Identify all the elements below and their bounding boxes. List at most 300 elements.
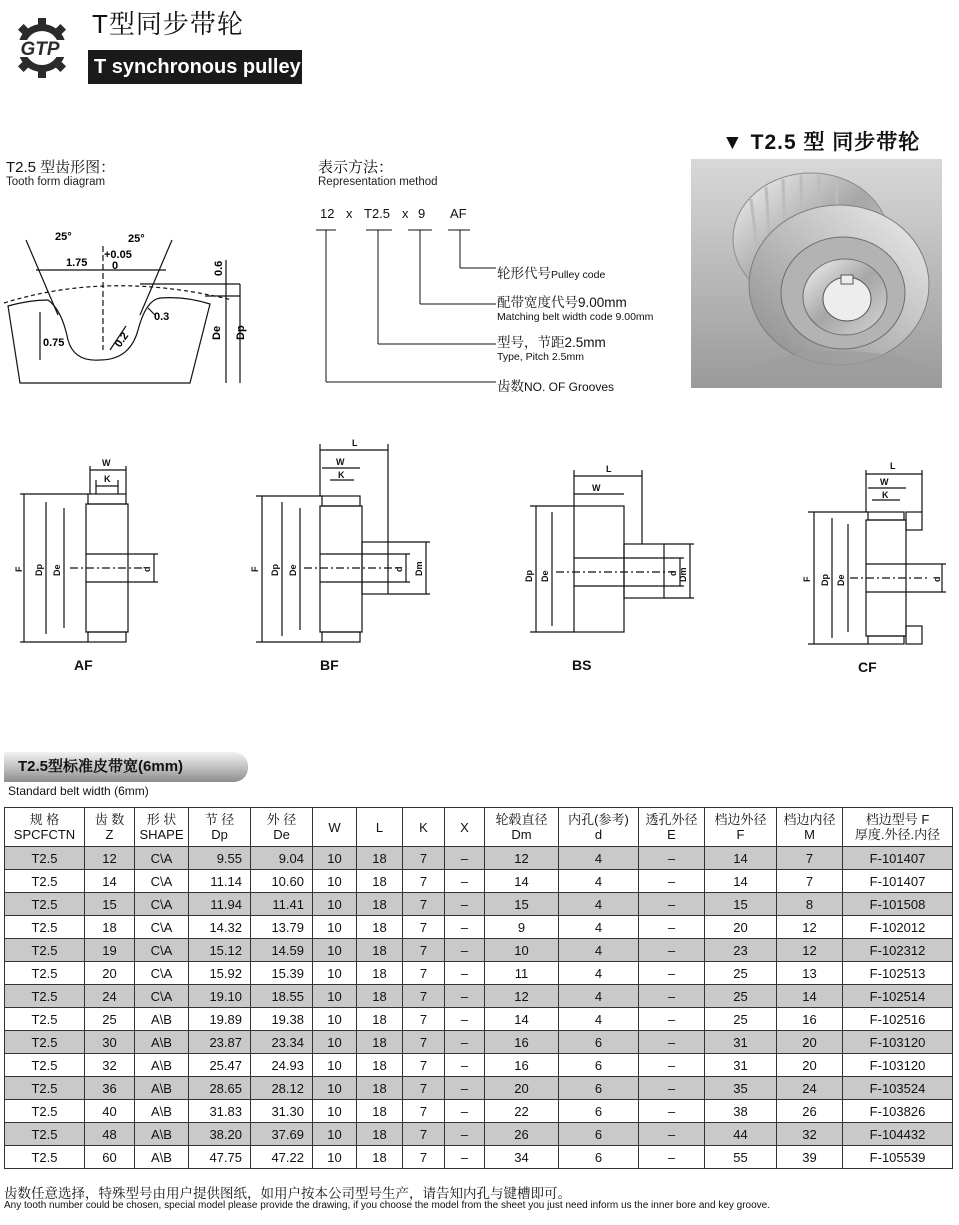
table-cell: – <box>445 1054 485 1077</box>
table-row <box>5 847 953 870</box>
table-cell: – <box>445 1077 485 1100</box>
table-cell: 39 <box>777 1146 843 1169</box>
shape-diagrams <box>0 436 959 686</box>
shape-cf-drawing <box>808 470 946 644</box>
table-cell: 7 <box>403 1008 445 1031</box>
column-header <box>85 808 135 847</box>
column-header <box>777 808 843 847</box>
table-cell: – <box>639 847 705 870</box>
table-cell: 14 <box>777 985 843 1008</box>
table-cell: 10 <box>313 1146 357 1169</box>
column-header-en: K <box>419 819 428 835</box>
table-cell: – <box>639 870 705 893</box>
gtp-logo <box>4 16 76 80</box>
table-cell: 18 <box>357 939 403 962</box>
tooth-form-diagram <box>0 200 270 395</box>
table-cell: 18 <box>357 916 403 939</box>
table-cell: A\B <box>135 1146 189 1169</box>
shape-label-bs: BS <box>572 657 592 673</box>
table-cell: 11.94 <box>189 893 251 916</box>
column-header-cn: 档边内径 <box>783 812 836 827</box>
table-cell: 6 <box>559 1146 639 1169</box>
column-header-en: d <box>594 827 603 842</box>
angle-left: 25° <box>55 231 72 243</box>
table-cell: 12 <box>85 847 135 870</box>
table-cell: 32 <box>777 1123 843 1146</box>
table-cell: 7 <box>403 1123 445 1146</box>
table-row <box>5 985 953 1008</box>
tolerance-top: +0.05 <box>104 249 132 261</box>
column-header <box>485 808 559 847</box>
bs-dp: Dp <box>524 570 534 582</box>
table-section-title: T2.5型标准皮带宽(6mm) <box>4 752 248 782</box>
table-cell: T2.5 <box>5 939 85 962</box>
table-cell: 7 <box>403 847 445 870</box>
table-cell: 26 <box>777 1100 843 1123</box>
table-cell: 13 <box>777 962 843 985</box>
rep-item-belt-width <box>497 291 653 323</box>
column-header <box>445 808 485 847</box>
table-cell: 31 <box>705 1031 777 1054</box>
code-teeth: 12 <box>320 206 335 221</box>
table-cell: 31.83 <box>189 1100 251 1123</box>
table-cell: 28.65 <box>189 1077 251 1100</box>
table-cell: – <box>445 1123 485 1146</box>
table-cell: 30 <box>85 1031 135 1054</box>
code-type: T2.5 <box>364 206 391 221</box>
table-cell: T2.5 <box>5 1008 85 1031</box>
table-cell: 14.32 <box>189 916 251 939</box>
table-cell: 4 <box>559 893 639 916</box>
table-cell: 10 <box>313 1008 357 1031</box>
table-cell: C\A <box>135 916 189 939</box>
table-cell: 10 <box>313 847 357 870</box>
table-cell: 18 <box>357 870 403 893</box>
table-cell: 19.10 <box>189 985 251 1008</box>
shape-af-drawing <box>20 466 158 642</box>
table-cell: 20 <box>485 1077 559 1100</box>
table-cell: 11 <box>485 962 559 985</box>
code-x2: x <box>402 206 409 221</box>
table-cell: 10 <box>313 985 357 1008</box>
table-cell: 47.22 <box>251 1146 313 1169</box>
shape-label-cf: CF <box>858 659 877 675</box>
table-cell: – <box>639 1008 705 1031</box>
table-cell: 10 <box>313 1123 357 1146</box>
table-cell: 7 <box>403 1100 445 1123</box>
table-cell: 7 <box>403 962 445 985</box>
table-cell: 40 <box>85 1100 135 1123</box>
table-cell: 38 <box>705 1100 777 1123</box>
table-cell: 16 <box>485 1031 559 1054</box>
column-header <box>5 808 85 847</box>
bs-d: d <box>668 570 678 576</box>
table-cell: – <box>445 870 485 893</box>
table-cell: 18.55 <box>251 985 313 1008</box>
label-dp: Dp <box>235 325 247 340</box>
table-cell: 7 <box>777 870 843 893</box>
table-cell: 19.89 <box>189 1008 251 1031</box>
table-cell: – <box>639 985 705 1008</box>
bs-l: L <box>606 464 612 474</box>
table-cell: F-102516 <box>843 1008 953 1031</box>
table-cell: 28.12 <box>251 1077 313 1100</box>
table-cell: 12 <box>485 985 559 1008</box>
table-cell: F-101508 <box>843 893 953 916</box>
cf-d: d <box>932 576 942 582</box>
table-cell: – <box>445 893 485 916</box>
code-width: 9 <box>418 206 426 221</box>
table-cell: T2.5 <box>5 1031 85 1054</box>
table-cell: 7 <box>403 1031 445 1054</box>
table-cell: T2.5 <box>5 985 85 1008</box>
table-cell: 47.75 <box>189 1146 251 1169</box>
column-header-en: F <box>736 827 745 842</box>
table-row <box>5 1123 953 1146</box>
table-cell: 34 <box>485 1146 559 1169</box>
table-cell: 9 <box>485 916 559 939</box>
table-cell: A\B <box>135 1123 189 1146</box>
table-cell: 23 <box>705 939 777 962</box>
column-header <box>639 808 705 847</box>
bf-de: De <box>288 564 298 576</box>
table-cell: 48 <box>85 1123 135 1146</box>
table-cell: 10 <box>313 916 357 939</box>
table-cell: 20 <box>705 916 777 939</box>
table-cell: – <box>639 1100 705 1123</box>
table-cell: 18 <box>357 962 403 985</box>
table-cell: 38.20 <box>189 1123 251 1146</box>
shape-bs-drawing <box>530 470 694 632</box>
table-cell: 15 <box>485 893 559 916</box>
rep-item-pulley-code <box>497 262 605 283</box>
column-header-cn: 档边外径 <box>714 812 767 827</box>
table-cell: – <box>639 939 705 962</box>
table-cell: 15.12 <box>189 939 251 962</box>
column-header-cn: 档边型号 F <box>865 812 930 827</box>
column-header-en: Z <box>105 827 114 842</box>
column-header-en: SHAPE <box>139 827 184 842</box>
table-cell: F-103120 <box>843 1054 953 1077</box>
logo-text: GTP <box>20 39 60 60</box>
column-header-en: X <box>460 819 469 835</box>
rep-item-type-pitch <box>497 331 606 363</box>
table-cell: 18 <box>85 916 135 939</box>
bf-l: L <box>352 438 358 448</box>
table-row <box>5 1031 953 1054</box>
footer-note-cn: 齿数任意选择，特殊型号由用户提供图纸，如用户按本公司型号生产，请告知内孔与键槽即可。 <box>4 1186 571 1201</box>
table-cell: 12 <box>777 916 843 939</box>
table-cell: 18 <box>357 847 403 870</box>
column-header-en: SPCFCTN <box>13 827 76 842</box>
product-title: ▼ T2.5 型 同步带轮 <box>722 131 921 154</box>
rep-item-cn: 配带宽度代号9.00mm <box>497 295 627 310</box>
table-cell: C\A <box>135 962 189 985</box>
cf-k: K <box>882 490 889 500</box>
table-cell: C\A <box>135 939 189 962</box>
table-cell: 14.59 <box>251 939 313 962</box>
tooth-form-title-cn: T2.5 型齿形图： <box>6 159 116 176</box>
table-cell: T2.5 <box>5 1146 85 1169</box>
column-header <box>313 808 357 847</box>
table-cell: 10 <box>313 1054 357 1077</box>
table-row <box>5 1008 953 1031</box>
cf-f: F <box>802 576 812 582</box>
table-cell: F-101407 <box>843 847 953 870</box>
table-cell: – <box>639 1146 705 1169</box>
table-cell: 4 <box>559 847 639 870</box>
table-cell: F-102513 <box>843 962 953 985</box>
table-cell: – <box>639 916 705 939</box>
angle-right: 25° <box>128 233 145 245</box>
table-cell: 8 <box>777 893 843 916</box>
table-cell: 20 <box>85 962 135 985</box>
column-header-en: M <box>804 827 815 842</box>
table-cell: T2.5 <box>5 962 85 985</box>
table-row <box>5 1146 953 1169</box>
table-cell: 15 <box>85 893 135 916</box>
table-cell: – <box>445 847 485 870</box>
column-header <box>189 808 251 847</box>
rep-item-cn: 齿数 <box>497 379 524 394</box>
table-cell: 18 <box>357 1077 403 1100</box>
table-cell: A\B <box>135 1031 189 1054</box>
bf-f: F <box>250 566 260 572</box>
table-cell: 24.93 <box>251 1054 313 1077</box>
table-row <box>5 1100 953 1123</box>
table-cell: A\B <box>135 1100 189 1123</box>
table-cell: 6 <box>559 1054 639 1077</box>
table-cell: 18 <box>357 1100 403 1123</box>
af-d: d <box>142 566 152 572</box>
table-cell: – <box>445 962 485 985</box>
table-cell: A\B <box>135 1054 189 1077</box>
table-cell: – <box>639 1054 705 1077</box>
table-cell: 7 <box>403 985 445 1008</box>
bs-de: De <box>540 570 550 582</box>
table-cell: 32 <box>85 1054 135 1077</box>
cf-w: W <box>880 477 889 487</box>
af-de: De <box>52 564 62 576</box>
table-cell: 12 <box>485 847 559 870</box>
table-row <box>5 1077 953 1100</box>
table-header-row <box>5 808 953 847</box>
table-row <box>5 870 953 893</box>
table-cell: 6 <box>559 1031 639 1054</box>
rep-item-cn: 型号，节距2.5mm <box>497 335 606 350</box>
table-cell: 6 <box>559 1123 639 1146</box>
column-header <box>135 808 189 847</box>
table-cell: 4 <box>559 985 639 1008</box>
table-cell: 14 <box>705 870 777 893</box>
table-cell: 7 <box>403 893 445 916</box>
table-cell: 18 <box>357 985 403 1008</box>
table-cell: – <box>639 962 705 985</box>
table-cell: C\A <box>135 893 189 916</box>
table-cell: 10 <box>485 939 559 962</box>
table-cell: 35 <box>705 1077 777 1100</box>
column-header-cn: 节 径 <box>204 812 235 827</box>
table-cell: 24 <box>777 1077 843 1100</box>
table-cell: – <box>639 1123 705 1146</box>
table-cell: 19 <box>85 939 135 962</box>
product-photo <box>691 159 942 388</box>
table-cell: T2.5 <box>5 1100 85 1123</box>
column-header-cn: 透孔外径 <box>645 812 698 827</box>
table-cell: T2.5 <box>5 1123 85 1146</box>
table-cell: 23.87 <box>189 1031 251 1054</box>
table-cell: 18 <box>357 1146 403 1169</box>
table-cell: 4 <box>559 962 639 985</box>
table-cell: 18 <box>357 893 403 916</box>
standard-belt-width: Standard belt width (6mm) <box>8 784 149 798</box>
table-cell: 10 <box>313 1031 357 1054</box>
table-cell: 11.41 <box>251 893 313 916</box>
code-x1: x <box>346 206 353 221</box>
table-cell: 4 <box>559 870 639 893</box>
code-pulley: AF <box>450 206 467 221</box>
table-cell: F-103120 <box>843 1031 953 1054</box>
bf-w: W <box>336 457 345 467</box>
page-title-en: T synchronous pulley <box>88 50 302 84</box>
table-cell: 25.47 <box>189 1054 251 1077</box>
table-cell: – <box>445 1146 485 1169</box>
table-cell: 31.30 <box>251 1100 313 1123</box>
cf-l: L <box>890 461 896 471</box>
table-cell: 7 <box>777 847 843 870</box>
table-cell: 4 <box>559 1008 639 1031</box>
shape-label-af: AF <box>74 657 93 673</box>
table-cell: 7 <box>403 939 445 962</box>
table-cell: 9.55 <box>189 847 251 870</box>
table-cell: 37.69 <box>251 1123 313 1146</box>
column-header <box>843 808 953 847</box>
dim-1-75: 1.75 <box>66 257 88 269</box>
table-cell: C\A <box>135 870 189 893</box>
table-row <box>5 1054 953 1077</box>
rep-title-en: Representation method <box>318 176 438 188</box>
table-cell: 10 <box>313 870 357 893</box>
column-header-en: De <box>273 827 290 842</box>
table-cell: 11.14 <box>189 870 251 893</box>
column-header <box>559 808 639 847</box>
table-cell: 23.34 <box>251 1031 313 1054</box>
table-cell: 4 <box>559 916 639 939</box>
table-cell: – <box>445 1100 485 1123</box>
rep-item-en: Pulley code <box>551 269 606 281</box>
table-cell: 12 <box>777 939 843 962</box>
table-cell: 18 <box>357 1054 403 1077</box>
dim-0-6: 0.6 <box>213 260 225 276</box>
table-cell: 18 <box>357 1008 403 1031</box>
table-cell: 16 <box>777 1008 843 1031</box>
bs-dm: Dm <box>678 567 688 582</box>
table-cell: 25 <box>705 962 777 985</box>
table-cell: 7 <box>403 1146 445 1169</box>
table-cell: T2.5 <box>5 916 85 939</box>
table-cell: 7 <box>403 870 445 893</box>
table-cell: 10 <box>313 1077 357 1100</box>
table-cell: 55 <box>705 1146 777 1169</box>
footer-note-en: Any tooth number could be chosen, special model please provide the drawing, if you choose the model from the sheet you just need inform us the inner bore and key groove. <box>4 1200 771 1211</box>
table-cell: T2.5 <box>5 1077 85 1100</box>
table-cell: 60 <box>85 1146 135 1169</box>
tolerance-bottom: 0 <box>112 260 119 272</box>
rep-item-grooves <box>497 375 614 396</box>
table-cell: – <box>445 985 485 1008</box>
table-cell: – <box>639 1031 705 1054</box>
table-cell: T2.5 <box>5 847 85 870</box>
table-cell: – <box>445 939 485 962</box>
table-cell: A\B <box>135 1008 189 1031</box>
table-cell: T2.5 <box>5 870 85 893</box>
table-cell: 15.92 <box>189 962 251 985</box>
column-header-cn: 内孔(参考) <box>568 812 629 827</box>
table-cell: F-102514 <box>843 985 953 1008</box>
table-cell: 7 <box>403 1054 445 1077</box>
table-cell: 18 <box>357 1123 403 1146</box>
column-header <box>251 808 313 847</box>
rep-item-cn: 轮形代号 <box>497 266 551 281</box>
af-f: F <box>14 566 24 572</box>
table-cell: F-104432 <box>843 1123 953 1146</box>
table-cell: – <box>445 916 485 939</box>
af-k: K <box>104 474 111 484</box>
table-cell: – <box>445 1008 485 1031</box>
label-de: De <box>211 325 223 340</box>
column-header-en: Dm <box>511 827 532 842</box>
rep-title-cn: 表示方法： <box>318 159 394 176</box>
table-cell: 15.39 <box>251 962 313 985</box>
table-cell: 10.60 <box>251 870 313 893</box>
table-cell: 26 <box>485 1123 559 1146</box>
table-cell: – <box>639 1077 705 1100</box>
table-row <box>5 893 953 916</box>
table-cell: 19.38 <box>251 1008 313 1031</box>
table-cell: 7 <box>403 916 445 939</box>
table-cell: C\A <box>135 847 189 870</box>
dim-0-75: 0.75 <box>43 337 65 349</box>
column-header-en: L <box>375 819 384 835</box>
dim-0-3: 0.3 <box>154 311 170 323</box>
column-header-en: W <box>328 819 341 835</box>
table-cell: 20 <box>777 1054 843 1077</box>
table-cell: 10 <box>313 893 357 916</box>
bf-dp: Dp <box>270 564 280 576</box>
bf-dm: Dm <box>414 561 424 576</box>
column-header-cn: 轮毂直径 <box>495 812 548 827</box>
af-w: W <box>102 458 111 468</box>
column-header-en: E <box>667 827 676 842</box>
spec-table <box>4 807 953 1169</box>
table-cell: 25 <box>705 985 777 1008</box>
column-header-en: Dp <box>211 827 228 842</box>
shape-label-bf: BF <box>320 657 339 673</box>
column-header-cn: 形 状 <box>146 812 177 827</box>
table-row <box>5 916 953 939</box>
column-header-cn: 规 格 <box>29 812 60 827</box>
tooth-form-title-en: Tooth form diagram <box>6 176 106 188</box>
table-cell: F-105539 <box>843 1146 953 1169</box>
table-cell: 25 <box>85 1008 135 1031</box>
table-cell: 6 <box>559 1100 639 1123</box>
column-header-en: 厚度.外径.内径 <box>854 827 941 842</box>
table-cell: 10 <box>313 1100 357 1123</box>
af-dp: Dp <box>34 564 44 576</box>
rep-item-en: Type, Pitch 2.5mm <box>497 351 584 363</box>
table-cell: 31 <box>705 1054 777 1077</box>
column-header <box>705 808 777 847</box>
